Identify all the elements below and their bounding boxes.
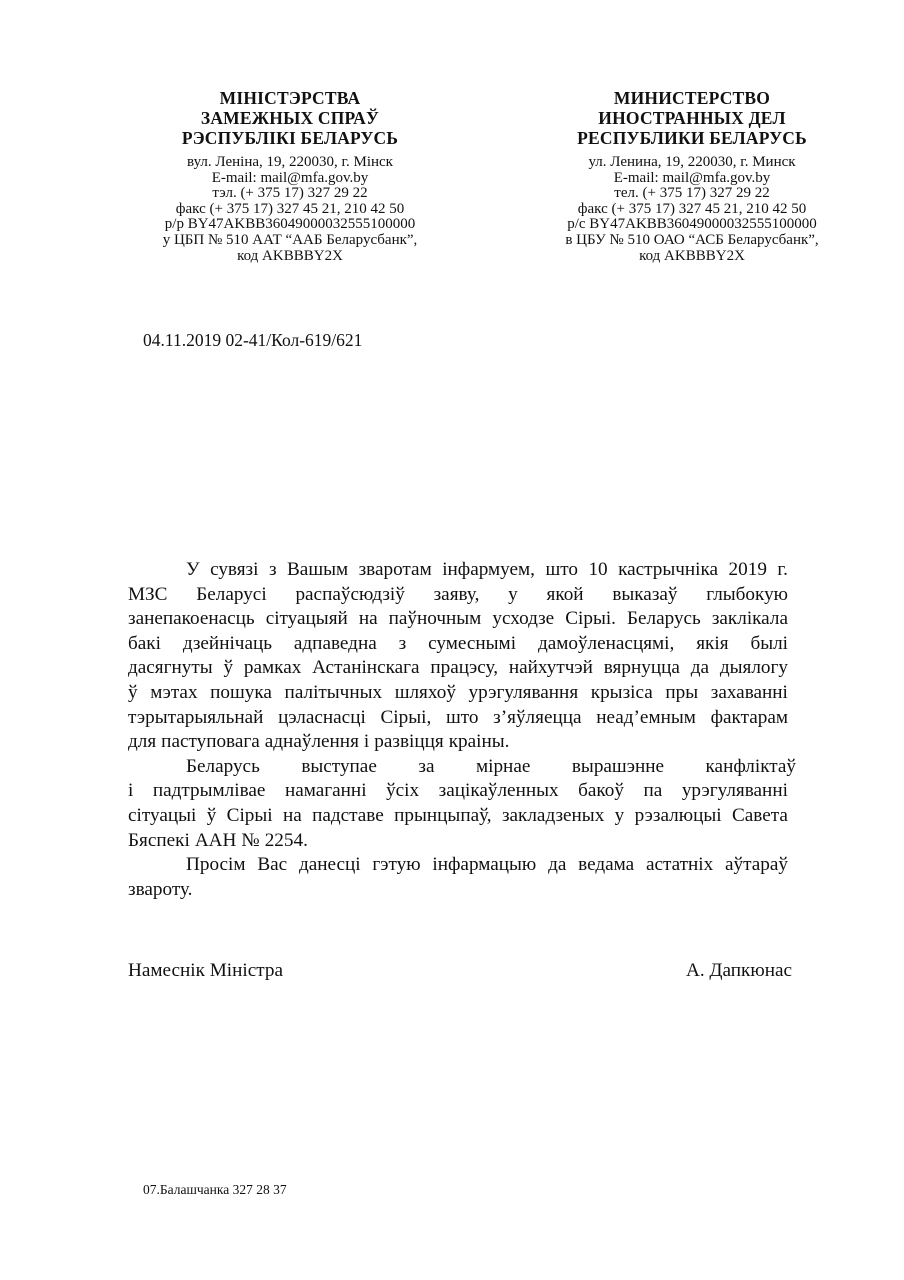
address: вул. Леніна, 19, 220030, г. Мінск — [187, 154, 393, 170]
body-line: МЗС Беларусі распаўсюдзіў заяву, у якой выказаў глыбокую — [128, 583, 788, 605]
title-line: ИНОСТРАННЫХ ДЕЛ — [598, 108, 786, 128]
document-reference: 04.11.2019 02-41/Кол-619/621 — [143, 330, 363, 350]
title-line: ЗАМЕЖНЫХ СПРАЎ — [200, 108, 380, 128]
body-line: ў мэтах пошука палітычных шляхоў урэгулявання крызіса пры захаванні — [128, 681, 788, 703]
bank-code: код AKBBBY2X — [237, 247, 343, 264]
body-line: для паступовага аднаўлення і развіцця краіны. — [128, 731, 510, 753]
ministry-title-ru — [512, 88, 872, 148]
body-line: Просім Вас данесці гэтую інфармацыю да ведама астатніх аўтараў — [186, 854, 788, 876]
bank-account: р/р BY47AKBB36049000032555100000 — [164, 216, 416, 233]
signatory-position: Намеснік Міністра — [128, 960, 283, 981]
body-line: тэрытарыяльнай цэласнасці Сірыі, што з’яўляецца неад’емным фактарам — [128, 706, 788, 728]
body-line: звароту. — [128, 878, 193, 900]
fax: факс (+ 375 17) 327 45 21, 210 42 50 — [175, 200, 405, 217]
bank-account: р/с BY47AKBB36049000032555100000 — [567, 216, 817, 233]
contact-block-by — [110, 155, 470, 264]
body-line: бакі дзейнічаць адпаведна з сумеснымі дамоўленасцямі, якія былі — [128, 632, 788, 654]
bank-name: в ЦБУ № 510 ОАО “АСБ Беларусбанк”, — [565, 231, 819, 248]
email: E-mail: mail@mfa.gov.by — [211, 169, 369, 186]
signature-block — [128, 960, 792, 982]
bank-code: код AKBBBY2X — [639, 247, 745, 264]
email: E-mail: mail@mfa.gov.by — [613, 169, 771, 186]
address: ул. Ленина, 19, 220030, г. Минск — [588, 154, 796, 170]
bank-name: у ЦБП № 510 ААТ “ААБ Беларусбанк”, — [162, 231, 418, 248]
header-belarusian — [110, 88, 470, 264]
title-line: МІНІСТЭРСТВА — [219, 88, 361, 108]
ministry-title-by — [110, 88, 470, 148]
body-line: дасягнуты ў рамках Астанінскага працэсу, найхутчэй вярнуцца да дыялогу — [128, 657, 788, 679]
letter-body — [128, 558, 796, 902]
body-line: і падтрымлівае намаганні ўсіх зацікаўленных бакоў па урэгуляванні — [128, 780, 788, 802]
body-line: Бяспекі ААН № 2254. — [128, 829, 308, 851]
header-russian — [512, 88, 872, 264]
fax: факс (+ 375 17) 327 45 21, 210 42 50 — [577, 200, 807, 217]
executor-note: 07.Балашчанка 327 28 37 — [143, 1182, 287, 1197]
title-line: РЭСПУБЛІКІ БЕЛАРУСЬ — [181, 128, 399, 148]
body-line: сітуацыі ў Сірыі на падставе прынцыпаў, закладзеных у рэзалюцыі Савета — [128, 804, 788, 826]
title-line: МИНИСТЕРСТВО — [613, 88, 771, 108]
body-line: Беларусь выступае за мірнае вырашэнне канфліктаў — [186, 755, 796, 777]
phone: тэл. (+ 375 17) 327 29 22 — [212, 185, 368, 202]
body-line: занепакоенасць сітуацыяй на паўночным усходзе Сірыі. Беларусь заклікала — [128, 608, 788, 630]
signatory-name: А. Дапкюнас — [685, 960, 792, 981]
body-line: У сувязі з Вашым зваротам інфармуем, што 10 кастрычніка 2019 г. — [186, 559, 788, 580]
phone: тел. (+ 375 17) 327 29 22 — [614, 185, 770, 202]
title-line: РЕСПУБЛИКИ БЕЛАРУСЬ — [577, 128, 807, 148]
contact-block-ru — [512, 155, 872, 264]
